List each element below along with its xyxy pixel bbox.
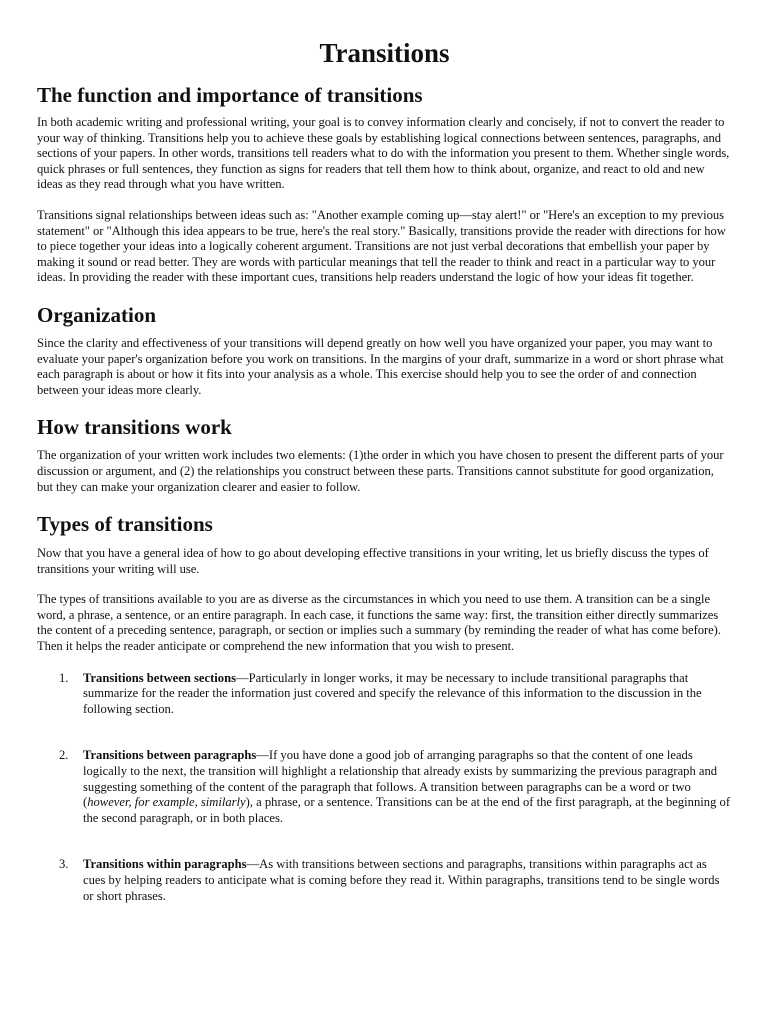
list-text: —If you have done a good job of arranging paragraphs so that the content of one leads logically to the next, the transition will highlight a relationship that already exists by summarizing the previous paragraph and suggesting something of the content of the paragraph that follows. A transition between paragraphs can be a word or two ( (83, 748, 718, 810)
paragraph-types-detail: The types of transitions available to you are as diverse as the circumstances in which you need to use them. A transition can be a single word, a phrase, a sentence, or an entire paragraph. In each case, it functions the same way: first, the transition either directly summarizes the content of a preceding sentence, paragraph, or section or implies such a summary (by reminding the reader of what has come before). Then it helps the reader anticipate or comprehend the new information that you wish to present. (37, 592, 721, 654)
heading-types-of-transitions: Types of transitions (37, 512, 213, 537)
list-number: 1. (59, 670, 69, 685)
list-term: Transitions between paragraphs (83, 748, 257, 763)
list-number: 3. (59, 857, 69, 872)
transition-types-list (37, 671, 732, 905)
list-number: 2. (59, 748, 69, 763)
paragraph-function-1: In both academic writing and professional writing, your goal is to convey information clearly and concisely, if not to convert the reader to your way of thinking. Transitions help you to achieve these goals by establishing logical connections between sentences, paragraphs, and sections of your papers. In other words, transitions tell readers what to do with the information you present to them. Whether single words, quick phrases or full sentences, they function as signs for readers that tell them how to think about, organize, and react to old and new ideas as they read through what you have written. (37, 115, 730, 192)
list-examples: however, for example, similarly (87, 795, 246, 810)
heading-organization: Organization (37, 302, 156, 327)
list-item-between-paragraphs (37, 748, 732, 826)
heading-how-transitions-work: How transitions work (37, 415, 232, 440)
document-title: Transitions (319, 38, 450, 68)
list-text: —As with transitions between sections and paragraphs, transitions within paragraphs act as cues by helping readers to anticipate what is coming before they read it. Within paragraphs, transitions tend to be single words or short phrases. (83, 857, 720, 903)
list-item-between-sections (37, 671, 732, 718)
paragraph-organization: Since the clarity and effectiveness of your transitions will depend greatly on how well you have organized your paper, you may want to evaluate your paper's organization before you work on transitions. In the margins of your draft, summarize in a word or short phrase what each paragraph is about or how it fits into your analysis as a whole. This exercise should help you to see the order of and connection between your ideas more clearly. (37, 335, 724, 397)
list-term: Transitions within paragraphs (83, 857, 247, 872)
list-item-within-paragraphs (37, 857, 732, 904)
list-term: Transitions between sections (83, 670, 236, 685)
list-text-after: ), a phrase, or a sentence. Transitions can be at the end of the first paragraph, at the beginning of the second paragraph, or in both places. (83, 795, 731, 825)
paragraph-how-transitions-work: The organization of your written work includes two elements: (1)the order in which you have chosen to present the different parts of your discussion or argument, and (2) the relationships you construct between these parts. Transitions cannot substitute for good organization, but they can make your organization clearer and easier to follow. (37, 448, 724, 494)
paragraph-types-intro: Now that you have a general idea of how to go about developing effective transitions in your writing, let us briefly discuss the types of transitions your writing will use. (37, 546, 709, 576)
paragraph-function-2: Transitions signal relationships between ideas such as: "Another example coming up—stay alert!" or "Here's an exception to my previous statement" or "Although this idea appears to be true, here's the real story." Basically, transitions provide the reader with directions for how to piece together your ideas into a logically coherent argument. Transitions are not just verbal decorations that embellish your paper by making it sound or read better. They are words with particular meanings that tell the reader to think and react in a particular way to your ideas. In providing the reader with these important cues, transitions help readers understand the logic of how your ideas fit together. (37, 207, 726, 285)
list-text: —Particularly in longer works, it may be necessary to include transitional paragraphs that summarize for the reader the information just covered and specify the relevance of this information to the discussion in the following section. (83, 670, 702, 716)
heading-function-importance: The function and importance of transitions (37, 83, 423, 107)
